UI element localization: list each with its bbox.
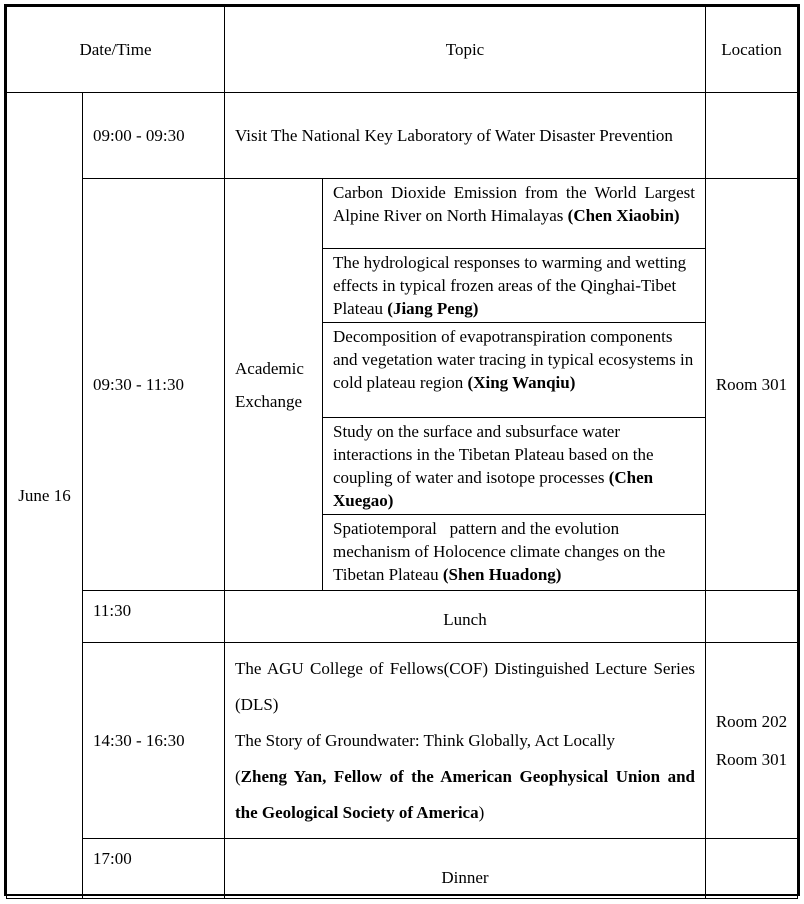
talk-speaker: (Chen Xiaobin) bbox=[567, 206, 680, 225]
header-row bbox=[7, 7, 798, 93]
time-cell: 17:00 bbox=[83, 839, 225, 899]
time-cell: 14:30 - 16:30 bbox=[83, 643, 225, 839]
talk-speaker: (Chen Xuegao) bbox=[333, 468, 654, 510]
topic-cell: Lunch bbox=[225, 591, 706, 643]
location-room: Room 301 bbox=[715, 749, 788, 769]
category-cell: Academic Exchange bbox=[225, 179, 323, 591]
open-paren: ( bbox=[235, 766, 241, 786]
talk-cell bbox=[323, 179, 706, 249]
talk-title: Decomposition of evapotranspiration components and vegetation water tracing in typical ecosystems in cold plateau region bbox=[333, 327, 694, 392]
date-cell: June 16 bbox=[7, 93, 83, 899]
table-row bbox=[7, 643, 798, 839]
talk-title: Spatiotemporal pattern and the evolution mechanism of Holocence climate changes on the Tibetan Plateau bbox=[333, 519, 670, 584]
header-datetime: Date/Time bbox=[7, 7, 225, 93]
lecturer-line bbox=[235, 759, 695, 831]
location-cell bbox=[706, 643, 798, 839]
header-topic: Topic bbox=[225, 7, 706, 93]
talk-speaker: (Shen Huadong) bbox=[442, 565, 562, 584]
lecture-series: The AGU College of Fellows(COF) Distinguished Lecture Series (DLS) bbox=[235, 658, 695, 714]
location-cell bbox=[706, 839, 798, 899]
time-cell: 11:30 bbox=[83, 591, 225, 643]
talk-speaker: (Xing Wanqiu) bbox=[467, 373, 576, 392]
lecture-title: The Story of Groundwater: Think Globally, Act Locally bbox=[235, 730, 616, 750]
talk-cell bbox=[323, 249, 706, 323]
table-row bbox=[7, 839, 798, 899]
location-cell bbox=[706, 93, 798, 179]
talk-speaker: (Jiang Peng) bbox=[387, 299, 479, 318]
topic-cell: Dinner bbox=[225, 839, 706, 899]
table-row bbox=[7, 179, 798, 249]
location-cell bbox=[706, 591, 798, 643]
table-row bbox=[7, 591, 798, 643]
time-cell: 09:30 - 11:30 bbox=[83, 179, 225, 591]
location-room: Room 202 bbox=[715, 711, 788, 731]
talk-cell bbox=[323, 323, 706, 418]
topic-cell bbox=[225, 643, 706, 839]
time-cell: 09:00 - 09:30 bbox=[83, 93, 225, 179]
topic-cell: Visit The National Key Laboratory of Water Disaster Prevention bbox=[225, 93, 706, 179]
schedule-table bbox=[6, 6, 798, 899]
talk-cell bbox=[323, 515, 706, 591]
location-cell: Room 301 bbox=[706, 179, 798, 591]
table-row bbox=[7, 93, 798, 179]
close-paren: ) bbox=[478, 802, 485, 822]
talk-title: Carbon Dioxide Emission from the World Largest Alpine River on North Himalayas bbox=[333, 183, 695, 225]
talk-title: The hydrological responses to warming and wetting effects in typical frozen areas of the Qinghai-Tibet Plateau bbox=[333, 253, 687, 318]
talk-title: Study on the surface and subsurface water interactions in the Tibetan Plateau based on the coupling of water and isotope processes bbox=[333, 422, 654, 487]
header-location: Location bbox=[706, 7, 798, 93]
lecturer-name: Zheng Yan, Fellow of the American Geophysical Union and the Geological Society of America bbox=[235, 766, 695, 822]
talk-cell bbox=[323, 418, 706, 515]
schedule-page bbox=[4, 4, 800, 896]
